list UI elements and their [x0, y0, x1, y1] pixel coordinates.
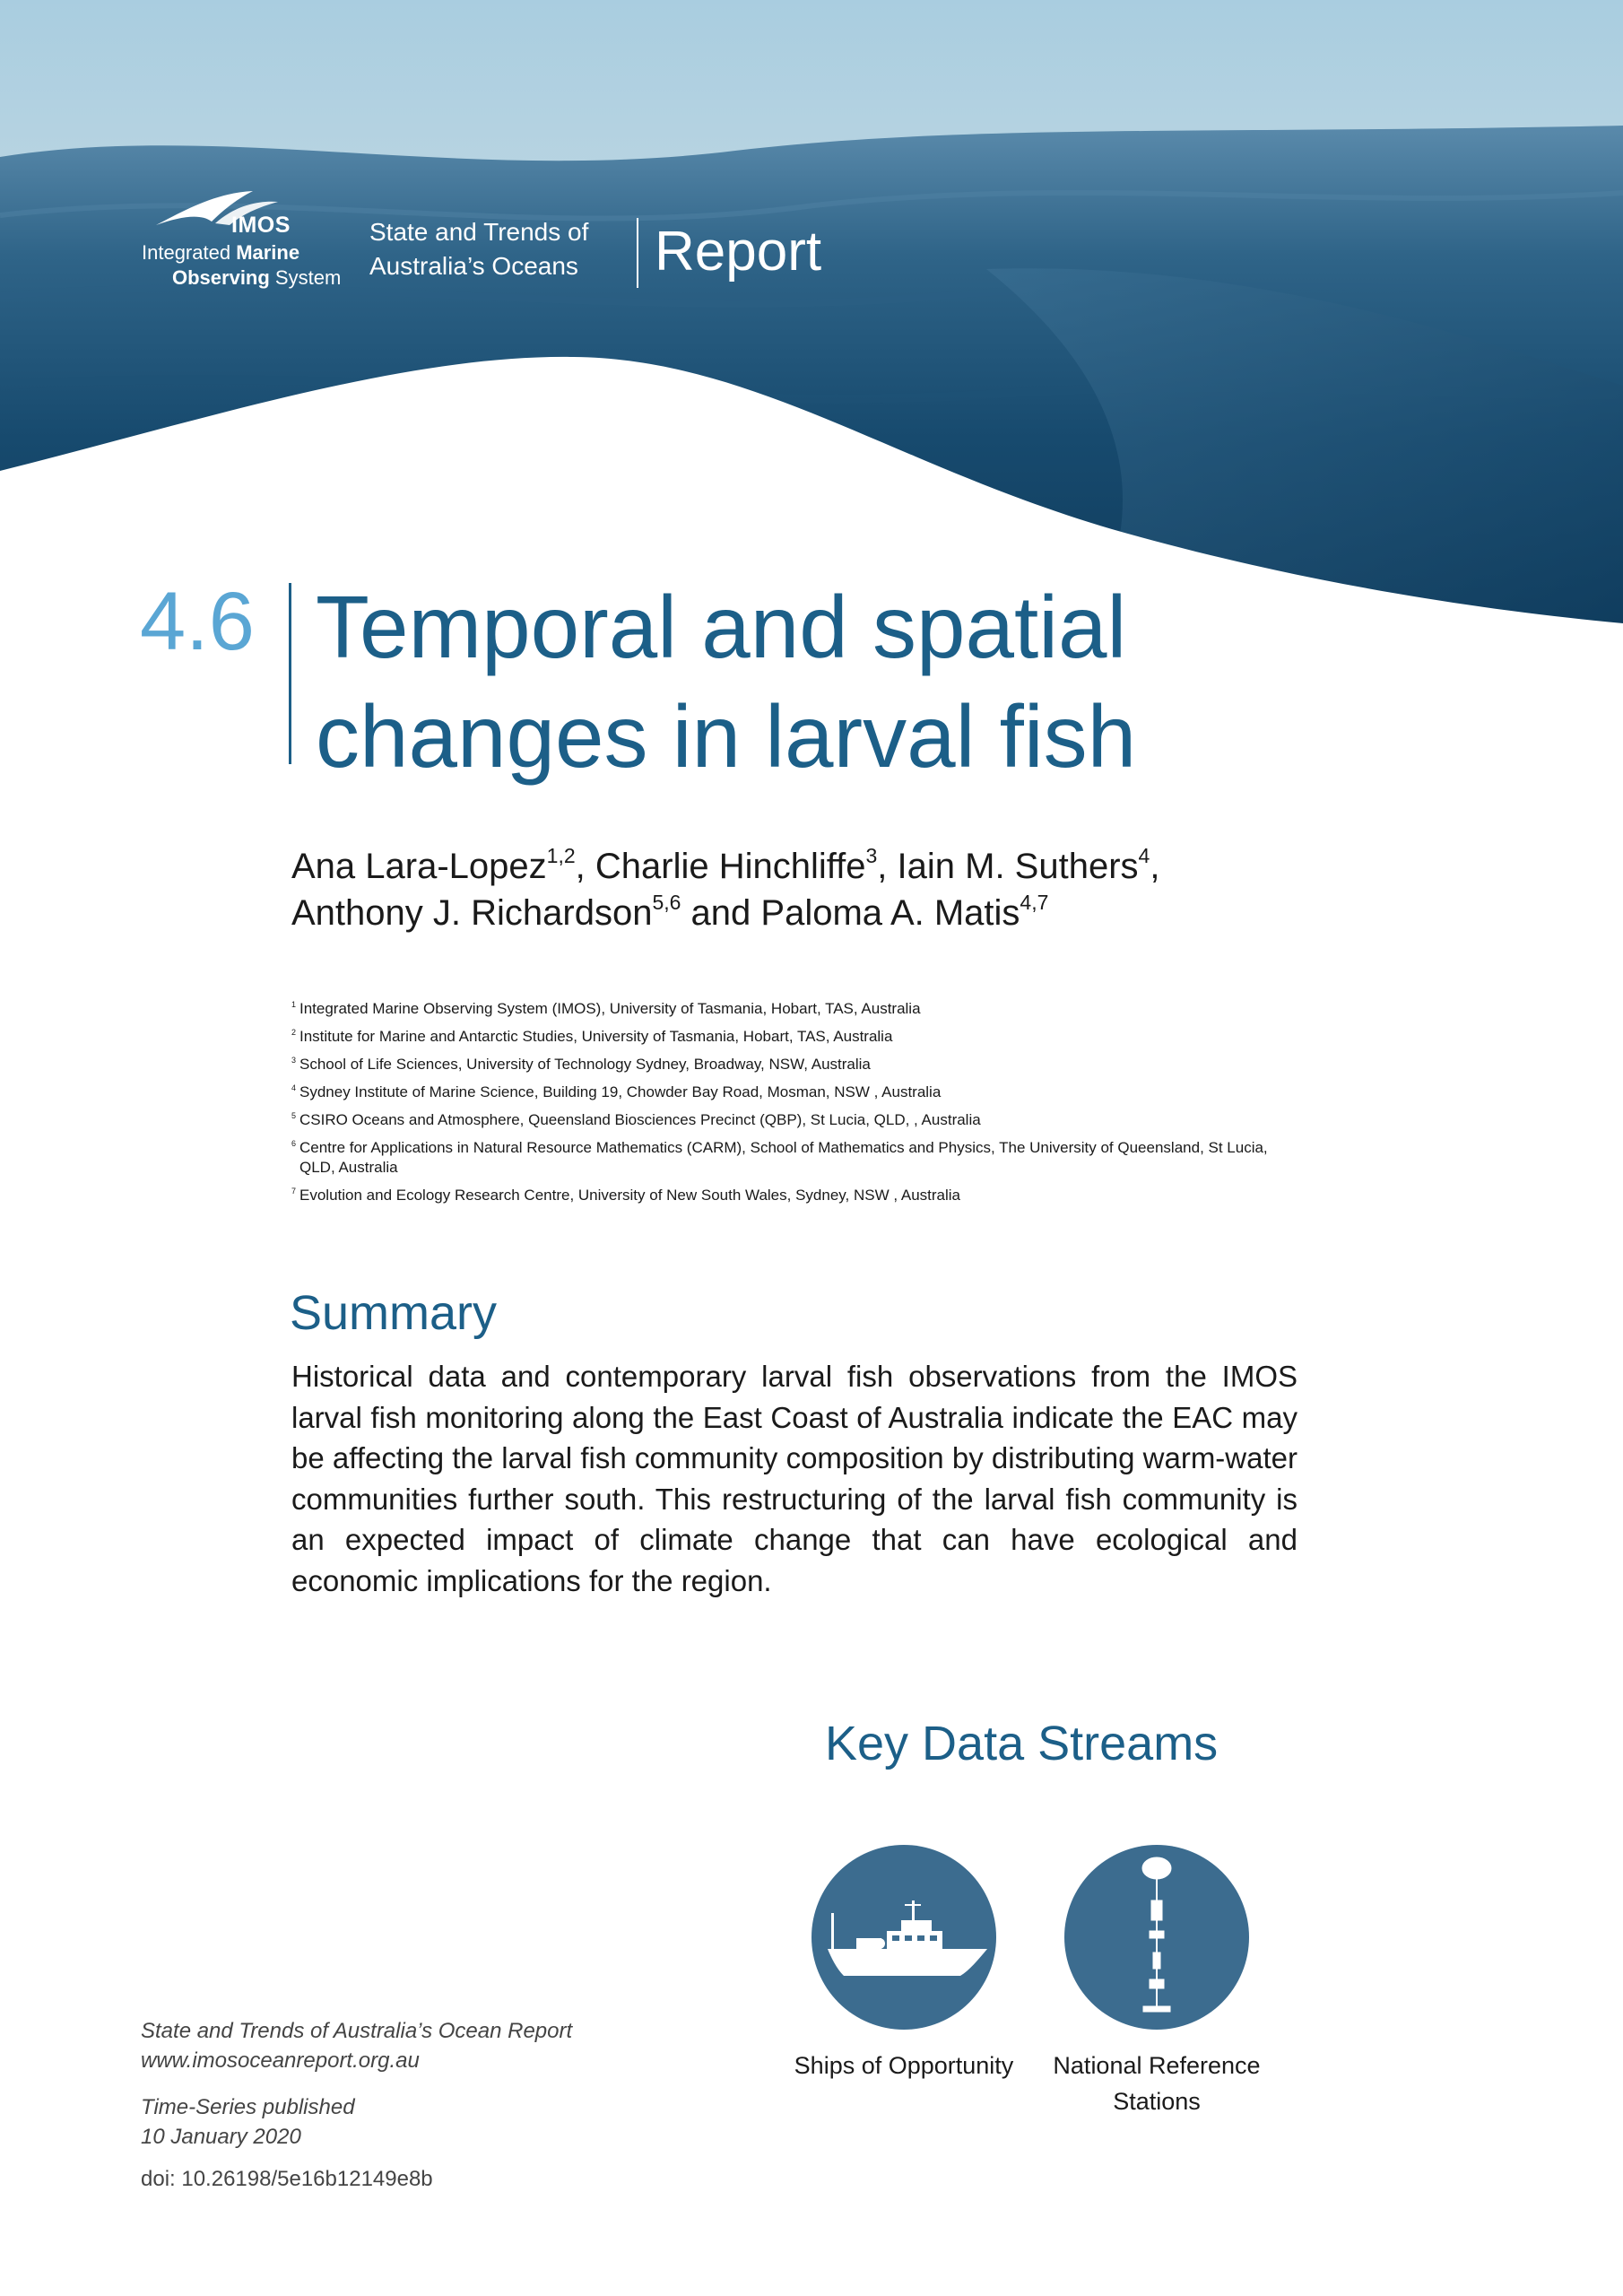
logo-acronym: IMOS	[231, 213, 291, 238]
data-stream-label: National Reference Stations	[1053, 2052, 1261, 2115]
chapter-divider	[289, 583, 291, 764]
chapter-number: 4.6	[140, 576, 255, 667]
data-stream-badge	[1064, 1845, 1249, 2030]
affiliation-item: 1 Integrated Marine Observing System (IMOS), University of Tasmania, Hobart, TAS, Australia	[291, 1000, 921, 1017]
key-data-streams-heading: Key Data Streams	[825, 1717, 1219, 1770]
author-affiliation: 1,2	[546, 844, 576, 867]
footer-published	[141, 2092, 355, 2152]
author-affiliation: 4	[1138, 844, 1150, 867]
mooring-icon	[1064, 1845, 1249, 2030]
author-affiliation: 4,7	[1020, 891, 1049, 914]
footer-url[interactable]: www.imosoceanreport.org.au	[141, 2048, 420, 2073]
footer-doi[interactable]: doi: 10.26198/5e16b12149e8b	[141, 2167, 433, 2191]
chapter-title: Temporal and spatial changes in larval fish	[316, 578, 1137, 786]
data-stream-ships-of-opportunity[interactable]	[769, 1845, 1038, 2083]
footer-published-label: Time-Series published	[141, 2095, 355, 2119]
ocean-header-image	[0, 0, 1623, 646]
header-divider	[637, 218, 638, 288]
summary-heading: Summary	[290, 1286, 498, 1340]
affiliation-item: 2 Institute for Marine and Antarctic Studies, University of Tasmania, Hobart, TAS, Australia	[291, 1028, 893, 1045]
author-name: Ana Lara-Lopez	[291, 847, 547, 886]
ship-icon	[812, 1845, 996, 2030]
affiliation-list	[291, 999, 1296, 1213]
affiliation-item: 4 Sydney Institute of Marine Science, Building 19, Chowder Bay Road, Mosman, NSW , Australia	[291, 1083, 942, 1100]
affiliation-item: 7 Evolution and Ecology Research Centre, University of New South Wales, Sydney, NSW , Australia	[291, 1187, 960, 1204]
summary-text: Historical data and contemporary larval fish observations from the IMOS larval fish monitoring along the East Coast of Australia indicate the EAC may be affecting the larval fish community composition by distributing warm-water communities further south. This restructuring of the larval fish community is an expected impact of climate change that can have ecological and economic implications for the region.	[291, 1360, 1298, 1597]
footer-published-date: 10 January 2020	[141, 2125, 301, 2149]
affiliation-item: 6 Centre for Applications in Natural Resource Mathematics (CARM), School of Mathematics and Physics, The University of Queensland, St Lucia, QLD, Australia	[291, 1139, 1268, 1176]
footer-report-info	[141, 2016, 572, 2075]
logo-line-1: Integrated Marine	[142, 241, 300, 264]
author-name: Charlie Hinchliffe	[595, 847, 866, 886]
affiliation-item: 5 CSIRO Oceans and Atmosphere, Queensland Biosciences Precinct (QBP), St Lucia, QLD, , Australia	[291, 1111, 981, 1128]
data-stream-national-reference-stations[interactable]	[1022, 1845, 1291, 2119]
author-name: Paloma A. Matis	[760, 893, 1020, 933]
data-stream-label: Ships of Opportunity	[794, 2052, 1014, 2079]
imos-logo[interactable]	[142, 184, 357, 291]
footer-report-name: State and Trends of Australia’s Ocean Report	[141, 2019, 573, 2043]
author-name: Iain M. Suthers	[897, 847, 1139, 886]
author-affiliation: 5,6	[652, 891, 681, 914]
logo-line-2: Observing System	[172, 266, 342, 289]
report-label: Report	[655, 221, 822, 283]
affiliation-item: 3 School of Life Sciences, University of Technology Sydney, Broadway, NSW, Australia	[291, 1056, 871, 1073]
author-affiliation: 3	[865, 844, 878, 867]
author-list: Ana Lara-Lopez$^{1,2}$, Charlie Hinchliffe$^3$, Iain M. Suthers$^4$, Anthony J. Richardson$^{5,6}$ and Paloma A. Matis$^{4,7}$	[291, 844, 1160, 933]
author-name: Anthony J. Richardson	[291, 893, 653, 933]
data-stream-badge	[812, 1845, 996, 2030]
series-title: State and Trends of Australia’s Oceans	[369, 218, 589, 280]
